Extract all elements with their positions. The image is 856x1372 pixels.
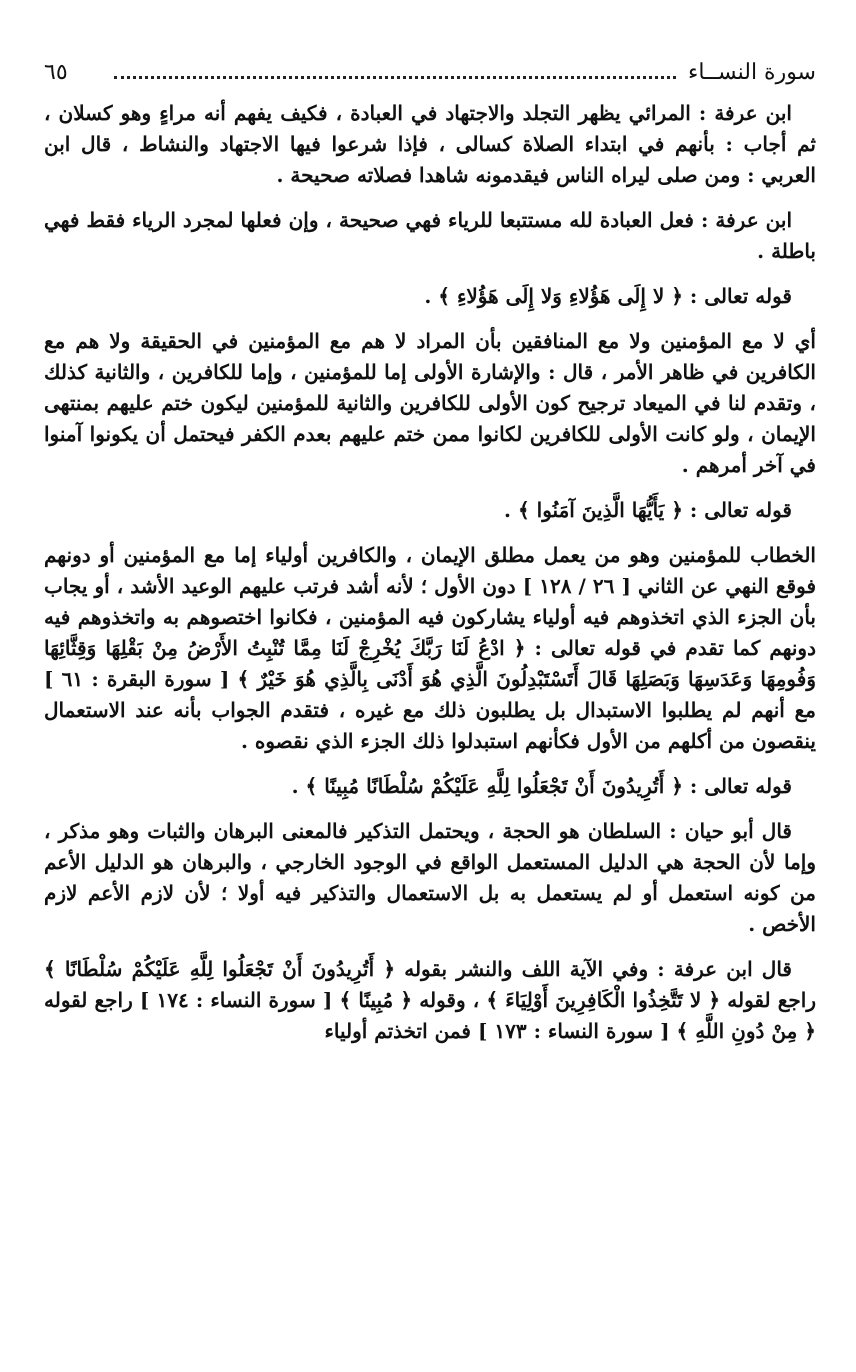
header-dotted-leader bbox=[114, 76, 676, 79]
page-body bbox=[44, 98, 816, 1047]
paragraph-commentary-1: أي لا مع المؤمنين ولا مع المنافقين بأن المراد لا هم مع المؤمنين في الحقيقة ولا هم مع الكافرين في ظاهر الأمر ، قال : والإشارة الأولى إما للمؤمنين ، وإما للكافرين ، والثانية كذلك ، وتقدم لنا في الميعاد ترجيح كون الأولى للكافرين والثانية للمؤمنين ليكون ختم عليهم بمنتهى الإيمان ، ولو كانت الأولى للكافرين لكانوا ممن ختم عليهم بعدم الكفر فيحتمل أن يكونوا آمنوا في آخر أمرهم . bbox=[44, 329, 816, 477]
running-header bbox=[44, 58, 816, 98]
surah-title: سورة النســاء bbox=[688, 60, 816, 85]
paragraph-abu-hayyan: قال أبو حيان : السلطان هو الحجة ، ويحتمل التذكير فالمعنى البرهان والثبات وهو مذكر ، وإما لأن الحجة هي الدليل المستعمل الواقع في الوجود الخارجي ، والبرهان هو الدليل الأعم من كونه استعمل أو لم يستعمل به بل الاستعمال والتذكير فيه أولا ؛ لأن لازم الأعم لازم الأخص . bbox=[44, 819, 816, 936]
book-page bbox=[44, 58, 816, 1061]
paragraph-ibn-arafa-1: ابن عرفة : المرائي يظهر التجلد والاجتهاد في العبادة ، فكيف يفهم أنه مراءٍ وهو كسلان ، ثم أجاب : بأنهم في ابتداء الصلاة كسالى ، فإذا شرعوا فيها الاجتهاد والنشاط ، قال ابن العربي : ومن صلى ليراه الناس فيقدمونه شاهدا فصلاته صحيحة . bbox=[44, 101, 816, 187]
paragraph-ibn-arafa-2: ابن عرفة : فعل العبادة لله مستتبعا للرياء فهي صحيحة ، وإن فعلها لمجرد الرياء فقط فهي باطلة . bbox=[44, 208, 816, 263]
paragraph-commentary-2: الخطاب للمؤمنين وهو من يعمل مطلق الإيمان ، والكافرين أولياء إما مع المؤمنين أو دونهم فوقع النهي عن الثاني [ ٢٦ / ١٢٨ ] دون الأول ؛ لأنه أشد فرتب عليهم الوعيد الأشد ، أو يجاب بأن الجزء الذي اتخذوهم فيه أولياء يشاركون فيه المؤمنين ، فكانوا اختصوهم به واتخذوهم فيه دونهم كما تقدم في قوله تعالى : ﴿ ادْعُ لَنَا رَبَّكَ يُخْرِجْ لَنَا مِمَّا تُنْبِتُ الأَرْضُ مِنْ بَقْلِهَا وَقِثَّائِهَا وَفُومِهَا وَعَدَسِهَا وَبَصَلِهَا قَالَ أَتَسْتَبْدِلُونَ الَّذِي هُوَ أَدْنَى بِالَّذِي هُوَ خَيْرٌ ﴾ [ سورة البقرة : ٦١ ] مع أنهم لم يطلبوا الاستبدال بل يطلبون ذلك مع غيره ، فتقدم الجواب بأنه عند الاستعمال ينقصون من أكلهم من الأول فكأنهم استبدلوا ذلك الجزء الذي نقصوه . bbox=[44, 543, 817, 753]
verse-heading-3: قوله تعالى : ﴿ أَتُرِيدُونَ أَنْ تَجْعَلُوا لِلَّهِ عَلَيْكُمْ سُلْطَانًا مُبِينًا ﴾ . bbox=[291, 774, 792, 798]
page-number: ٦٥ bbox=[44, 60, 68, 85]
verse-heading-1: قوله تعالى : ﴿ لا إِلَى هَؤُلاءِ وَلا إِلَى هَؤُلاءِ ﴾ . bbox=[424, 284, 792, 308]
paragraph-ibn-arafa-3: قال ابن عرفة : وفي الآية اللف والنشر بقوله ﴿ أَتُرِيدُونَ أَنْ تَجْعَلُوا لِلَّهِ عَلَيْكُمْ سُلْطَانًا ﴾ راجع لقوله ﴿ لا تَتَّخِذُوا الْكَافِرِينَ أَوْلِيَاءَ ﴾ ، وقوله ﴿ مُبِينًا ﴾ [ سورة النساء : ١٧٤ ] راجع لقوله ﴿ مِنْ دُونِ اللَّهِ ﴾ [ سورة النساء : ١٧٣ ] فمن اتخذتم أولياء bbox=[44, 957, 816, 1043]
verse-heading-2: قوله تعالى : ﴿ يَأَيُّهَا الَّذِينَ آمَنُوا ﴾ . bbox=[504, 498, 792, 522]
